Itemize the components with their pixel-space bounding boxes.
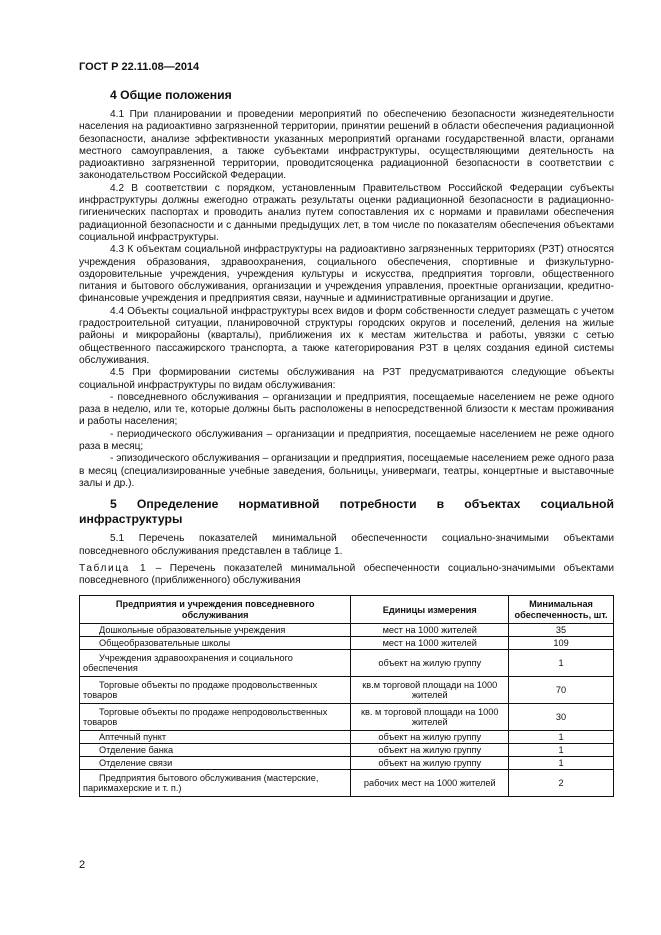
cell-name-text: Отделение связи — [99, 758, 173, 769]
header-facilities: Предприятия и учреждения повседневного обслуживания — [80, 596, 351, 624]
paragraph-4-1: 4.1 При планировании и проведении мероприятий по обеспечению безопасности жизнедеятельности населения на радиоактивно загрязненной территории, принятии решений в области обеспечения радиационной безопасности, анализе эффективности указанных мероприятий органами государственной власти, органами местного самоуправления, а также субъектами инфраструктуры, осуществляющими деятельность на радиоактивно загрязненной территории, проводитсяоценка радиационной безопасности в соответствии с законодательством Российской Федерации. — [79, 109, 614, 182]
list-item-daily: - повседневного обслуживания – организации и предприятия, посещаемые населением не реже одного раза в неделю, или те, которые должны быть расположены в непосредственной близости к местам проживания и работы населения; — [79, 391, 614, 428]
cell-value: 109 — [509, 637, 614, 650]
table-row — [80, 770, 614, 797]
cell-name-text: Торговые объекты по продаже продовольственных товаров — [83, 679, 318, 701]
cell-name — [80, 757, 351, 770]
table-row — [80, 704, 614, 731]
cell-unit: кв.м торговой площади на 1000 жителей — [351, 677, 509, 704]
page-number: 2 — [79, 859, 86, 871]
cell-name-text: Дошкольные образовательные учреждения — [99, 625, 286, 636]
cell-name — [80, 624, 351, 637]
table-body — [80, 624, 614, 797]
table-row — [80, 757, 614, 770]
table-header-row — [80, 596, 614, 624]
list-item-episodic: - эпизодического обслуживания – организации и предприятия, посещаемые населением реже одного раза в месяц (специализированные учебные заведения, больницы, универмаги, театры, концертные и выставочные залы и др.). — [79, 453, 614, 489]
cell-unit: кв. м торговой площади на 1000 жителей — [351, 704, 509, 731]
section-5-title: 5 Определение нормативной потребности в объектах социальной инфраструктуры — [79, 497, 614, 527]
table-row — [80, 677, 614, 704]
paragraph-4-5: 4.5 При формировании системы обслуживания на РЗТ предусматриваются следующие объекты социальной инфраструктуры по видам обслуживания: — [79, 367, 614, 391]
cell-name — [80, 770, 351, 797]
cell-value: 1 — [509, 744, 614, 757]
table-caption-text: – Перечень показателей минимальной обеспеченности социально-значимыми объектами повседневного (приближенного) обслуживания — [79, 562, 615, 587]
document-header: ГОСТ Р 22.11.08—2014 — [79, 61, 200, 73]
cell-unit: объект на жилую группу — [351, 757, 509, 770]
cell-value: 1 — [509, 731, 614, 744]
paragraph-5-1: 5.1 Перечень показателей минимальной обеспеченности социально-значимыми объектами повседневного обслуживания представлен в таблице 1. — [79, 533, 614, 557]
cell-name — [80, 637, 351, 650]
table-row — [80, 650, 614, 677]
cell-unit: объект на жилую группу — [351, 731, 509, 744]
section-4-title: 4 Общие положения — [110, 88, 232, 102]
cell-name-text: Торговые объекты по продаже непродовольственных товаров — [83, 706, 328, 728]
cell-name — [80, 744, 351, 757]
table-row — [80, 624, 614, 637]
list-item-periodic: - периодического обслуживания – организации и предприятия, посещаемые населением не реже одного раза в месяц; — [79, 428, 614, 453]
cell-name-text: Отделение банка — [99, 745, 174, 756]
cell-name — [80, 731, 351, 744]
table-caption-label: Таблица 1 — [79, 562, 148, 574]
header-min-provision: Минимальная обеспеченность, шт. — [509, 596, 614, 624]
cell-value: 1 — [509, 757, 614, 770]
cell-name — [80, 704, 351, 731]
cell-name-text: Аптечный пункт — [99, 732, 167, 743]
paragraph-4-3: 4.3 К объектам социальной инфраструктуры на радиоактивно загрязненных территориях (РЗТ) относятся учреждения образования, здравоохранения, социального обеспечения, спортивные и физкультурно-оздоровительные учреждения, учреждения культуры и искусства, предприятия торговли, общественного питания и бытового обслуживания, организации и учреждения управления, проектные организации, кредитно-финансовые учреждения и предприятия связи, научные и административные организации и другие. — [79, 244, 614, 305]
cell-value: 35 — [509, 624, 614, 637]
cell-value: 70 — [509, 677, 614, 704]
table-1 — [79, 595, 614, 797]
cell-value: 30 — [509, 704, 614, 731]
table-row — [80, 637, 614, 650]
paragraph-4-2: 4.2 В соответствии с порядком, установленным Правительством Российской Федерации субъекты инфраструктуры должны ежегодно отражать результаты оценки радиационной безопасности в радиационно-гигиенических паспортах и проводить анализ путем сопоставления их с нормами и правилами обеспечения радиационной безопасности и с данными предыдущих лет, в том числе по показателям обеспечения объектами социальной инфраструктуры. — [79, 182, 614, 243]
paragraph-4-4: 4.4 Объекты социальной инфраструктуры всех видов и форм собственности следует размещать с учетом градостроительной ситуации, планировочной структуры городских округов и поселений, деления на жилые районы и микрорайоны (кварталы), приближения их к местам жительства и работы, увязки с сетью общественного пассажирского транспорта, а также категорирования РЗТ в целях создания единой системы обслуживания. — [79, 305, 614, 366]
cell-name-text: Предприятия бытового обслуживания (мастерские, парикмахерские и т. п.) — [83, 772, 319, 794]
cell-name-text: Общеобразовательные школы — [99, 638, 231, 649]
cell-name-text: Учреждения здравоохранения и социального обеспечения — [83, 652, 293, 674]
cell-name — [80, 650, 351, 677]
page-content — [79, 88, 614, 797]
table-row — [80, 744, 614, 757]
cell-unit: объект на жилую группу — [351, 650, 509, 677]
table-caption — [79, 563, 614, 588]
cell-name — [80, 677, 351, 704]
cell-unit: мест на 1000 жителей — [351, 624, 509, 637]
cell-unit: мест на 1000 жителей — [351, 637, 509, 650]
cell-value: 2 — [509, 770, 614, 797]
cell-unit: объект на жилую группу — [351, 744, 509, 757]
table-row — [80, 731, 614, 744]
header-units: Единицы измерения — [351, 596, 509, 624]
cell-value: 1 — [509, 650, 614, 677]
cell-unit: рабочих мест на 1000 жителей — [351, 770, 509, 797]
